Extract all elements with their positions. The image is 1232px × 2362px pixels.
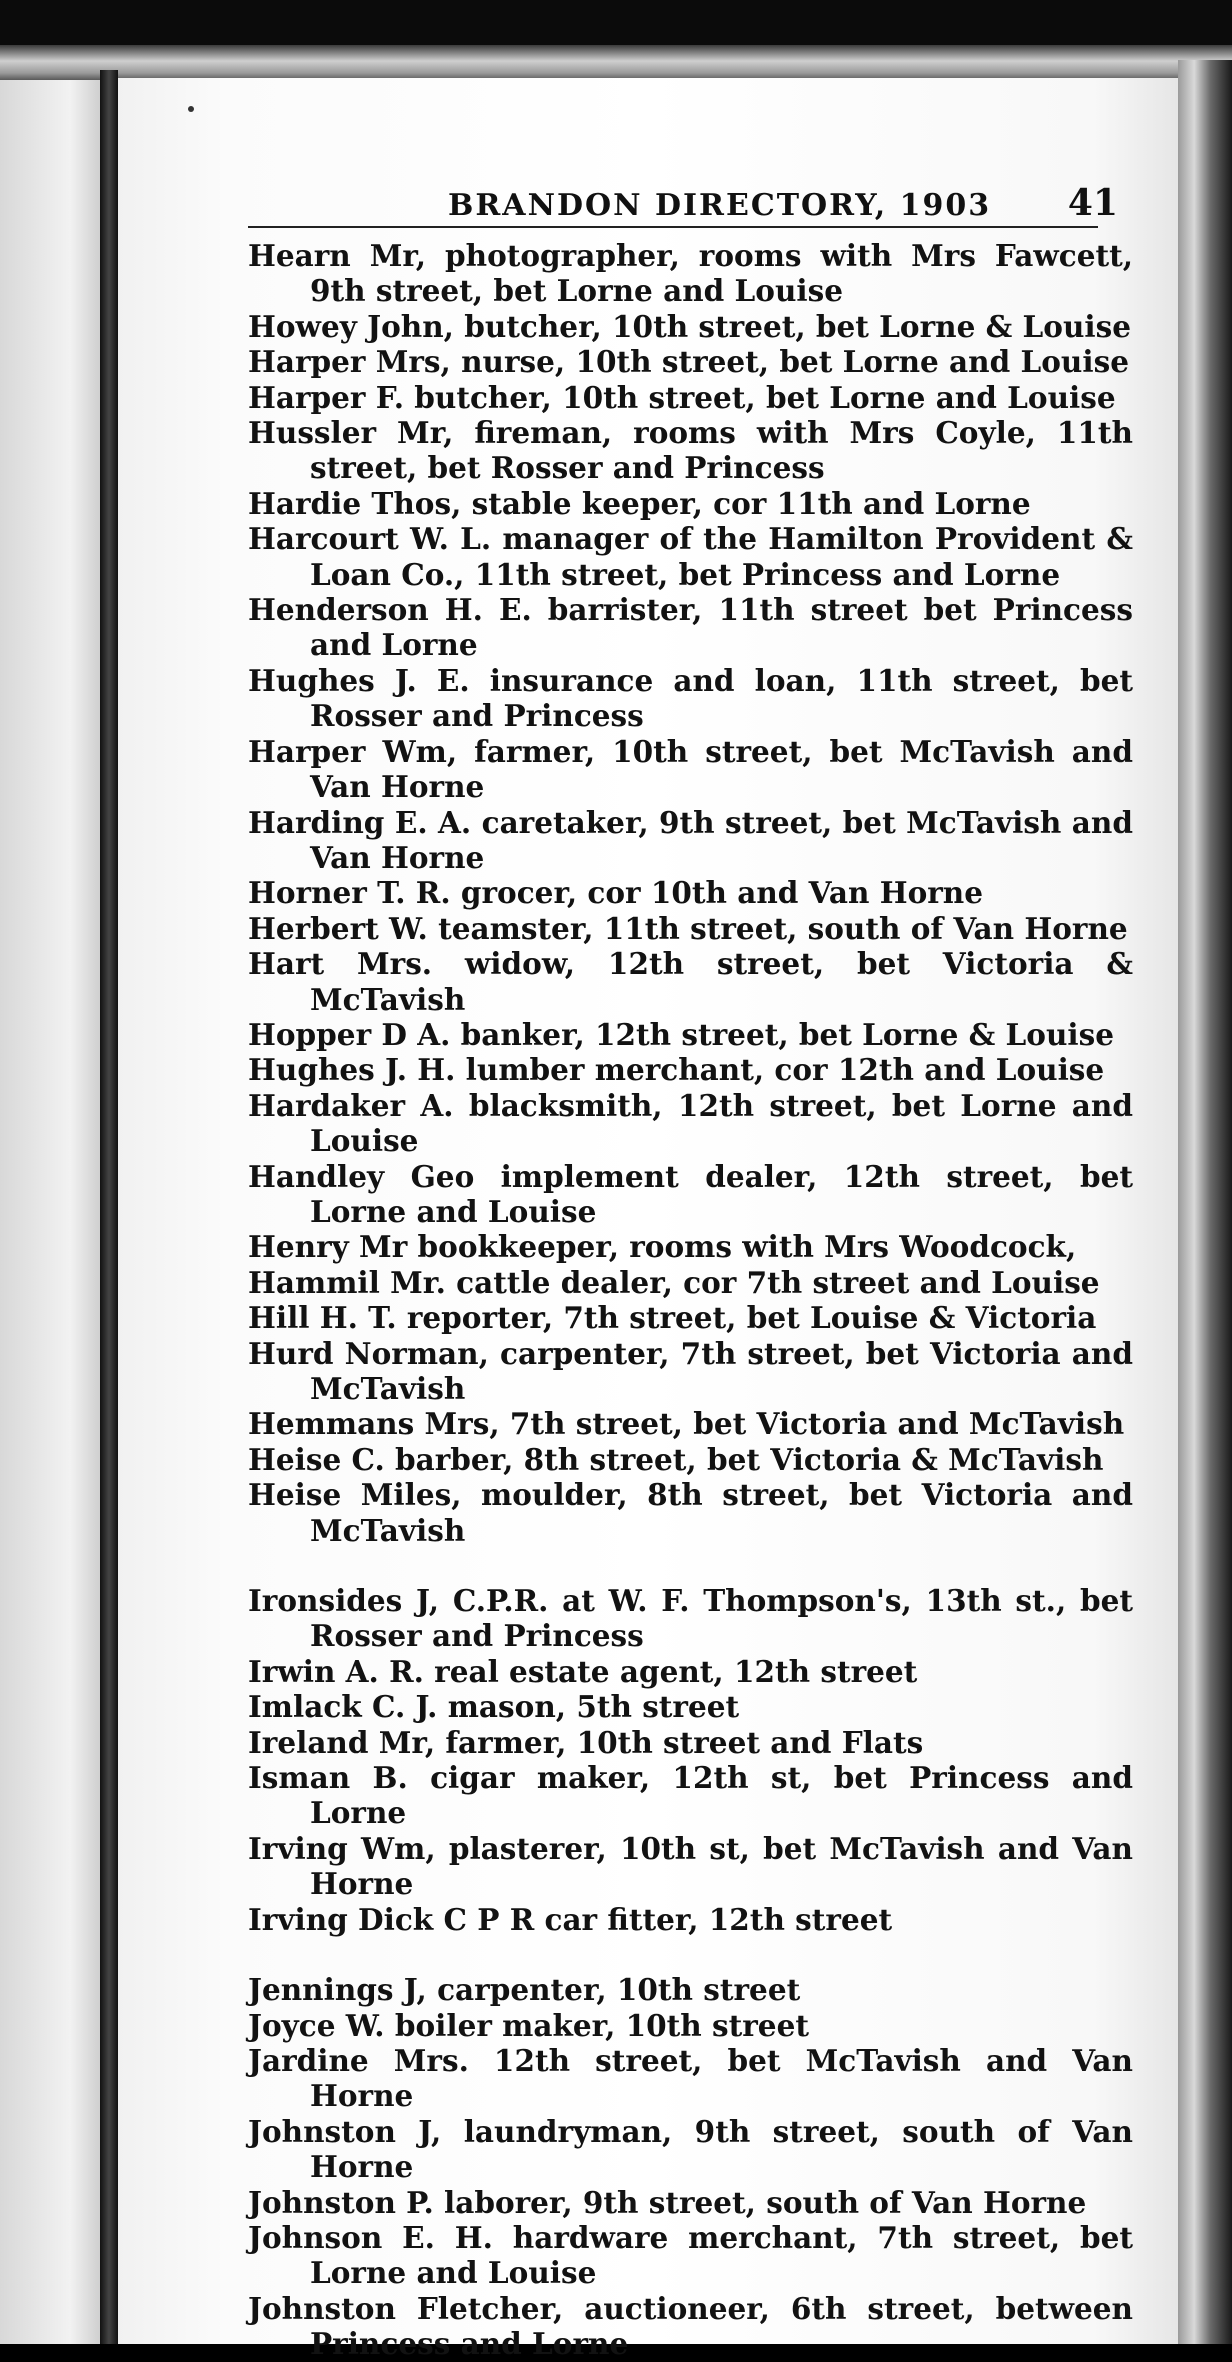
facing-page-edge	[0, 80, 103, 2344]
directory-entry: Harper F. butcher, 10th street, bet Lorne and Louise	[248, 379, 1116, 415]
directory-entry: Hart Mrs. widow, 12th street, bet Victoria & McTavish	[248, 946, 1133, 1017]
directory-entry: Irving Wm, plasterer, 10th st, bet McTavish and Van Horne	[248, 1830, 1133, 1902]
directory-entry: Hammil Mr. cattle dealer, cor 7th street and Louise	[248, 1264, 1100, 1300]
speck	[188, 106, 194, 112]
section-gap	[248, 1548, 1133, 1583]
page-edge-right	[1178, 60, 1232, 2344]
directory-entry: Irving Dick C P R car fitter, 12th street	[248, 1901, 893, 1937]
directory-entry: Hardie Thos, stable keeper, cor 11th and Lorne	[248, 485, 1031, 521]
directory-entry: Hemmans Mrs, 7th street, bet Victoria and McTavish	[248, 1406, 1125, 1442]
section-gap	[248, 1937, 1133, 1972]
directory-entry: Imlack C. J. mason, 5th street	[248, 1689, 740, 1725]
directory-entry: Harcourt W. L. manager of the Hamilton Provident & Loan Co., 11th street, bet Princess and Lorne	[248, 521, 1133, 592]
running-header	[118, 182, 1178, 238]
book-spine	[100, 70, 118, 2344]
directory-entry: Heise Miles, moulder, 8th street, bet Victoria and McTavish	[248, 1477, 1133, 1548]
directory-entry: Hughes J. E. insurance and loan, 11th street, bet Rosser and Princess	[248, 662, 1133, 734]
directory-entry: Hughes J. H. lumber merchant, cor 12th and Louise	[248, 1052, 1105, 1088]
directory-entry: Handley Geo implement dealer, 12th street, bet Lorne and Louise	[248, 1158, 1133, 1229]
directory-entry: Howey John, butcher, 10th street, bet Lorne & Louise	[248, 308, 1131, 344]
directory-entry: Joyce W. boiler maker, 10th street	[248, 2007, 809, 2043]
directory-entry: Hardaker A. blacksmith, 12th street, bet Lorne and Louise	[248, 1087, 1133, 1159]
section-j	[248, 1972, 1133, 2361]
directory-entry: Johnston Fletcher, auctioneer, 6th street, between Princess and Lorne	[248, 2290, 1133, 2362]
directory-entry: Johnston P. laborer, 9th street, south of Van Horne	[248, 2184, 1087, 2220]
header-rule	[248, 226, 1098, 228]
directory-entry: Herbert W. teamster, 11th street, south of Van Horne	[248, 910, 1128, 946]
directory-entry: Harding E. A. caretaker, 9th street, bet McTavish and Van Horne	[248, 804, 1133, 875]
directory-entry: Hearn Mr, photographer, rooms with Mrs Fawcett, 9th street, bet Lorne and Louise	[248, 238, 1133, 309]
directory-entry: Ironsides J, C.P.R. at W. F. Thompson's, 13th st., bet Rosser and Princess	[248, 1583, 1133, 1654]
directory-entry: Hill H. T. reporter, 7th street, bet Louise & Victoria	[248, 1300, 1097, 1336]
directory-entry: Johnson E. H. hardware merchant, 7th street, bet Lorne and Louise	[248, 2219, 1133, 2291]
section-h	[248, 238, 1133, 1548]
directory-entry: Jennings J, carpenter, 10th street	[248, 1972, 801, 2008]
directory-entry: Hussler Mr, fireman, rooms with Mrs Coyle, 11th street, bet Rosser and Princess	[248, 415, 1133, 486]
directory-entry: Harper Mrs, nurse, 10th street, bet Lorne and Louise	[248, 344, 1129, 380]
directory-entry: Henderson H. E. barrister, 11th street bet Princess and Lorne	[248, 592, 1133, 663]
directory-entries	[248, 238, 1133, 2362]
page-number: 41	[1067, 182, 1118, 224]
directory-entry: Hurd Norman, carpenter, 7th street, bet Victoria and McTavish	[248, 1335, 1133, 1406]
directory-entry: Horner T. R. grocer, cor 10th and Van Horne	[248, 875, 984, 911]
directory-entry: Johnston J, laundryman, 9th street, south of Van Horne	[248, 2113, 1133, 2185]
directory-entry: Hopper D A. banker, 12th street, bet Lorne & Louise	[248, 1016, 1114, 1052]
directory-page	[118, 78, 1178, 2362]
section-i	[248, 1583, 1133, 1937]
directory-entry: Jardine Mrs. 12th street, bet McTavish and Van Horne	[248, 2042, 1133, 2114]
directory-entry: Heise C. barber, 8th street, bet Victoria & McTavish	[248, 1441, 1104, 1477]
directory-entry: Irwin A. R. real estate agent, 12th street	[248, 1653, 918, 1689]
directory-entry: Ireland Mr, farmer, 10th street and Flats	[248, 1724, 924, 1760]
header-title: BRANDON DIRECTORY, 1903	[448, 188, 992, 223]
directory-entry: Henry Mr bookkeeper, rooms with Mrs Woodcock,	[248, 1229, 1077, 1265]
directory-entry: Harper Wm, farmer, 10th street, bet McTavish and Van Horne	[248, 733, 1133, 805]
directory-entry: Isman B. cigar maker, 12th st, bet Princess and Lorne	[248, 1760, 1133, 1831]
